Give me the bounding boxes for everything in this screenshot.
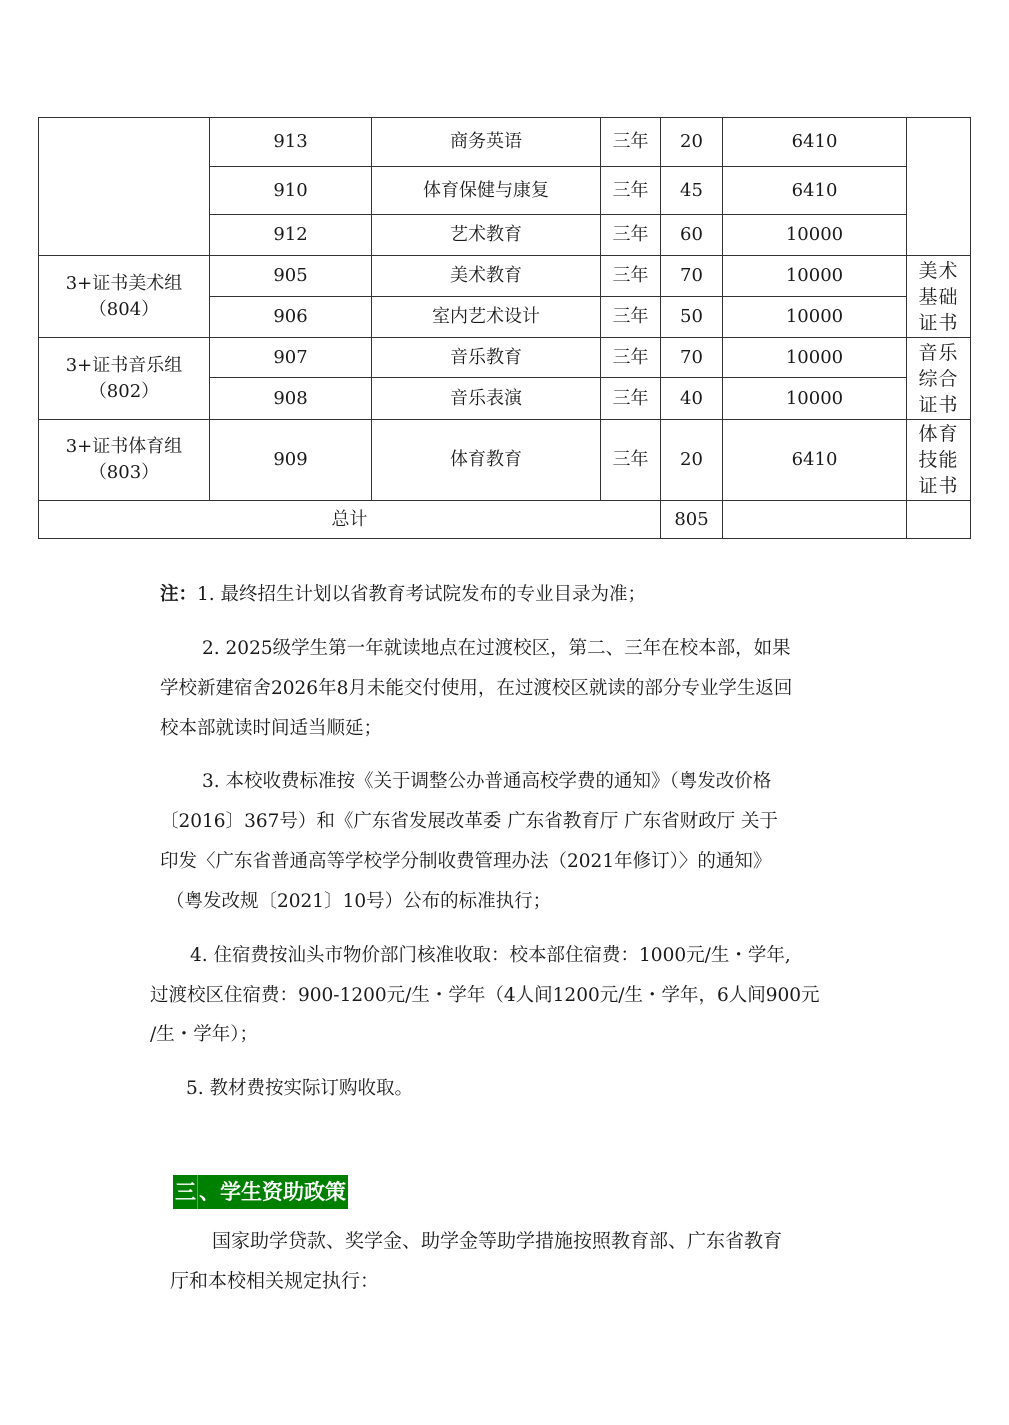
note-item-4-line-3: /生・学年）；	[150, 1024, 258, 1045]
group-label: 3+证书体育组	[65, 436, 183, 457]
group-code: （802）	[88, 380, 160, 402]
quota: 70	[661, 256, 723, 297]
note-item-5: 5. 教材费按实际订购收取。	[186, 1078, 414, 1099]
tuition-fee: 6410	[723, 118, 907, 167]
quota: 70	[661, 338, 723, 378]
note-item-3-line-4: （粤发改规〔2021〕10号）公布的标准执行；	[166, 891, 552, 912]
total-fee-empty	[723, 501, 907, 539]
note-item-4-line-1: 4. 住宿费按汕头市物价部门核准收取：校本部住宿费：1000元/生・学年,	[190, 945, 791, 966]
major-name: 室内艺术设计	[372, 297, 601, 338]
major-code: 906	[210, 297, 372, 338]
cert-line: 综合	[918, 367, 959, 390]
quota: 20	[661, 420, 723, 501]
heading-number: 三	[175, 1180, 196, 1204]
cert-line: 体育	[918, 423, 959, 445]
cert-line: 美术	[918, 259, 959, 282]
note-item-3-line-1: 3. 本校收费标准按《关于调整公办普通高校学费的通知》（粤发改价格	[202, 771, 772, 792]
duration: 三年	[601, 118, 661, 167]
note-item-3-line-2: 〔2016〕367号）和《广东省发展改革委 广东省教育厅 广东省财政厅 关于	[160, 811, 779, 832]
major-code: 912	[210, 215, 372, 256]
table-row	[39, 118, 971, 167]
tuition-fee: 10000	[723, 378, 907, 420]
duration: 三年	[601, 215, 661, 256]
heading-divider	[197, 1175, 198, 1209]
note-item-2-line-3: 校本部就读时间适当顺延；	[160, 718, 383, 739]
duration: 三年	[601, 167, 661, 215]
major-name: 艺术教育	[372, 215, 601, 256]
tuition-fee: 10000	[723, 338, 907, 378]
aid-paragraph-line-2: 厅和本校相关规定执行：	[170, 1270, 380, 1292]
major-code: 907	[210, 338, 372, 378]
quota: 45	[661, 167, 723, 215]
cert-sports	[907, 420, 971, 501]
cert-line: 音乐	[918, 341, 959, 364]
cert-line: 证书	[918, 475, 959, 497]
aid-paragraph-line-1: 国家助学贷款、奖学金、助学金等助学措施按照教育部、广东省教育	[212, 1230, 783, 1252]
major-code: 905	[210, 256, 372, 297]
total-row	[39, 501, 971, 539]
major-name: 音乐教育	[372, 338, 601, 378]
cert-line: 证书	[918, 311, 959, 334]
note-item-4-line-2: 过渡校区住宿费：900-1200元/生・学年（4人间1200元/生・学年，6人间900元	[150, 985, 820, 1006]
duration: 三年	[601, 256, 661, 297]
major-name: 商务英语	[372, 118, 601, 167]
enrollment-plan-table	[38, 117, 971, 539]
group-name-sports	[39, 420, 210, 501]
total-value: 805	[661, 501, 723, 539]
tuition-fee: 10000	[723, 215, 907, 256]
table-row	[39, 256, 971, 297]
quota: 50	[661, 297, 723, 338]
total-label: 总计	[39, 501, 661, 539]
quota: 60	[661, 215, 723, 256]
duration: 三年	[601, 338, 661, 378]
heading-title: 、学生资助政策	[199, 1180, 346, 1204]
note-text: 1. 最终招生计划以省教育考试院发布的专业目录为准；	[197, 584, 647, 605]
group-code: （804）	[88, 298, 160, 320]
major-code: 913	[210, 118, 372, 167]
cert-music	[907, 338, 971, 420]
major-code: 908	[210, 378, 372, 420]
note-item-2-line-1: 2. 2025级学生第一年就读地点在过渡校区，第二、三年在校本部，如果	[202, 638, 791, 659]
cert-line: 证书	[918, 393, 959, 416]
duration: 三年	[601, 378, 661, 420]
tuition-fee: 10000	[723, 256, 907, 297]
tuition-fee: 6410	[723, 167, 907, 215]
major-name: 体育教育	[372, 420, 601, 501]
duration: 三年	[601, 297, 661, 338]
group-label: 3+证书音乐组	[65, 354, 183, 376]
table-row	[39, 338, 971, 378]
total-cert-empty	[907, 501, 971, 539]
group-label: 3+证书美术组	[65, 272, 183, 294]
cert-line: 基础	[918, 285, 959, 308]
duration: 三年	[601, 420, 661, 501]
group-code: （803）	[88, 462, 160, 483]
major-code: 910	[210, 167, 372, 215]
note-item-1	[160, 580, 646, 606]
major-name: 音乐表演	[372, 378, 601, 420]
tuition-fee: 6410	[723, 420, 907, 501]
group-name-music	[39, 338, 210, 420]
major-name: 美术教育	[372, 256, 601, 297]
quota: 40	[661, 378, 723, 420]
quota: 20	[661, 118, 723, 167]
group-name-art	[39, 256, 210, 338]
note-item-2-line-2: 学校新建宿舍2026年8月未能交付使用，在过渡校区就读的部分专业学生返回	[160, 678, 793, 699]
group-cell-empty	[39, 118, 210, 256]
cert-cell-empty	[907, 118, 971, 256]
table-row	[39, 420, 971, 501]
major-name: 体育保健与康复	[372, 167, 601, 215]
note-item-3-line-3: 印发〈广东省普通高等学校学分制收费管理办法（2021年修订）〉的通知》	[160, 851, 772, 872]
cert-art	[907, 256, 971, 338]
major-code: 909	[210, 420, 372, 501]
section-heading-student-aid	[173, 1175, 348, 1209]
cert-line: 技能	[918, 449, 959, 471]
tuition-fee: 10000	[723, 297, 907, 338]
note-prefix: 注：	[160, 584, 198, 605]
